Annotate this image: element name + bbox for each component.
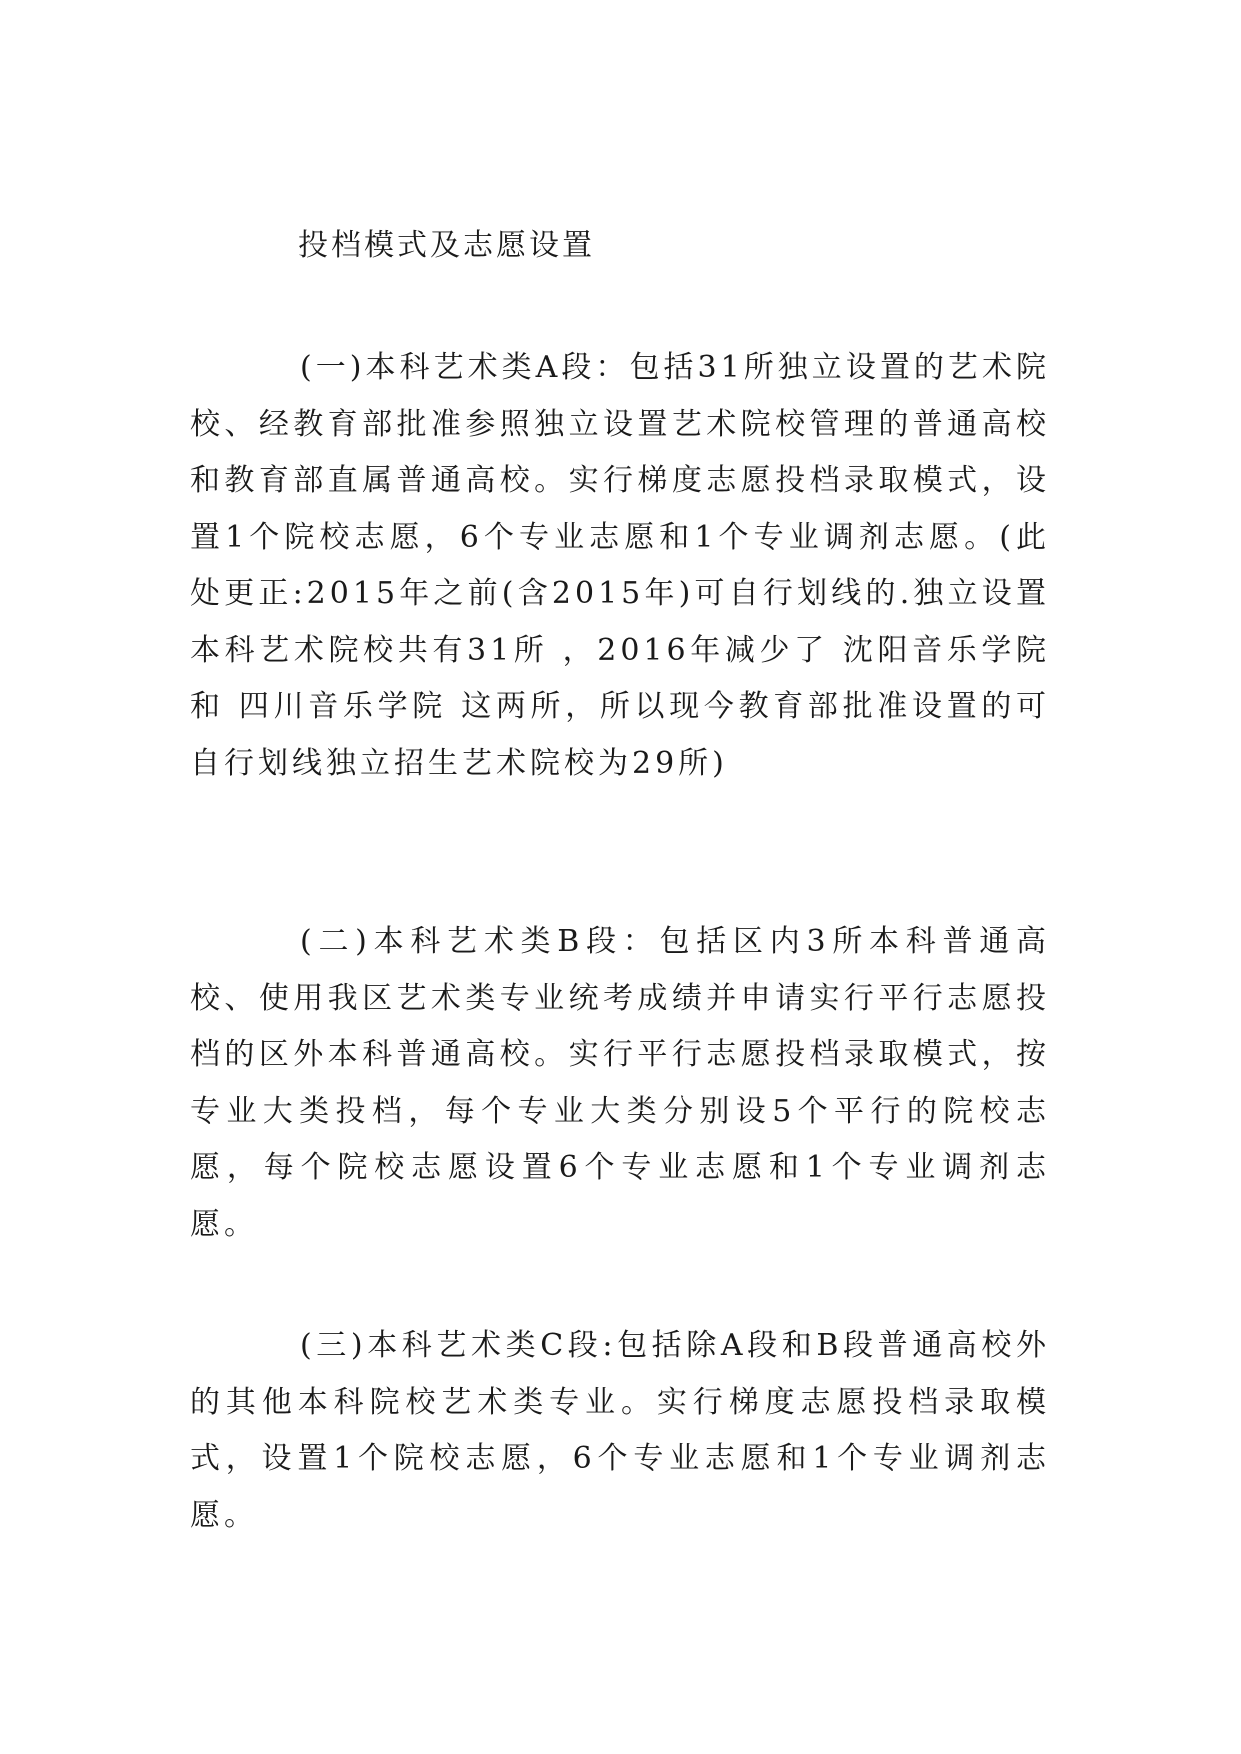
paragraph-section-b: (二)本科艺术类B段：包括区内3所本科普通高校、使用我区艺术类专业统考成绩并申请实行平行志愿投档的区外本科普通高校。实行平行志愿投档录取模式，按专业大类投档，每个专业大类分别设5个平行的院校志愿，每个院校志愿设置6个专业志愿和1个专业调剂志愿。 (190, 924, 1050, 1242)
paragraph-section-c: (三)本科艺术类C段:包括除A段和B段普通高校外的其他本科院校艺术类专业。实行梯度志愿投档录取模式，设置1个院校志愿，6个专业志愿和1个专业调剂志愿。 (190, 1328, 1050, 1533)
document-title: 投档模式及志愿设置 (298, 228, 595, 263)
paragraph-section-a: (一)本科艺术类A段：包括31所独立设置的艺术院校、经教育部批准参照独立设置艺术院校管理的普通高校和教育部直属普通高校。实行梯度志愿投档录取模式，设置1个院校志愿，6个专业志愿和1个专业调剂志愿。(此处更正:2015年之前(含2015年)可自行划线的.独立设置本科艺术院校共有31所 ，2016年减少了 沈阳音乐学院 和 四川音乐学院 这两所，所以现今教育部批准设置的可自行划线独立招生艺术院校为29所) (190, 350, 1050, 781)
